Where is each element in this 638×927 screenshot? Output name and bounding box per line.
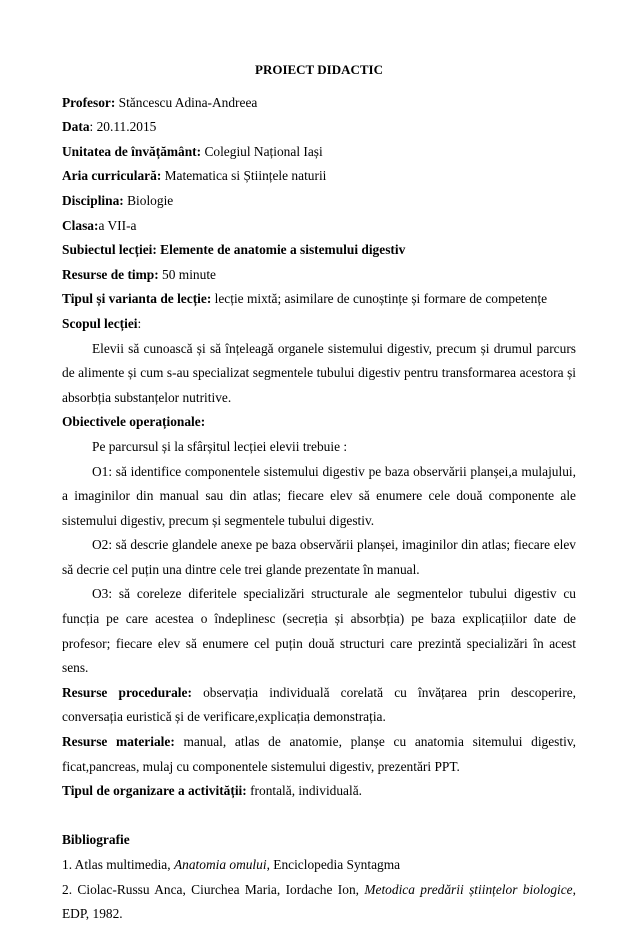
bib-title: Anatomia omului bbox=[173, 857, 267, 872]
field-data bbox=[62, 115, 576, 140]
field-label: Unitatea de învățământ: bbox=[62, 143, 202, 159]
field-value: a VII-a bbox=[98, 217, 137, 233]
scopul-text bbox=[62, 337, 576, 411]
paragraph-text: O2: să descrie glandele anexe pe baza observării planșei, imaginilor din atlas; fiecare elev să decrie cel puțin una dintre cele trei glande prezentate în manual. bbox=[62, 537, 576, 577]
field-label: Subiectul lecției: Elemente de anatomie a sistemului digestiv bbox=[62, 242, 406, 258]
field-value: : 20.11.2015 bbox=[89, 119, 157, 135]
bibliography-item-1 bbox=[62, 853, 576, 878]
field-label: Resurse materiale: bbox=[62, 734, 175, 750]
field-value: Matematica si Științele naturii bbox=[161, 168, 327, 184]
paragraph-text: O3: să coreleze diferitele specializări structurale ale segmentelor tubului digestiv cu funcția pe care acestea o îndeplinesc (secreția și absorbția) pe baza explicațiilor date de profesor; fiecare elev să enumere cel puțin două structuri care prezintă specializări în acest sens. bbox=[62, 586, 576, 676]
bib-title: Metodica predării științelor biologice bbox=[364, 881, 573, 897]
field-label: Tipul și varianta de lecție: bbox=[62, 291, 212, 307]
field-colon: : bbox=[137, 315, 142, 331]
field-disciplina bbox=[62, 189, 576, 214]
bib-text: , Enciclopedia Syntagma bbox=[266, 857, 401, 872]
obiective-intro: Pe parcursul și la sfârșitul lecției elevii trebuie : bbox=[92, 438, 348, 454]
field-label: Clasa: bbox=[62, 217, 99, 233]
field-aria bbox=[62, 164, 576, 189]
spacer bbox=[62, 804, 576, 829]
document-title: PROIECT DIDACTIC bbox=[255, 62, 383, 77]
field-value: lecție mixtă; asimilare de cunoștințe și formare de competențe bbox=[211, 291, 548, 307]
objective-o3 bbox=[62, 582, 576, 680]
field-timp bbox=[62, 263, 576, 288]
tipul-organizare bbox=[62, 779, 576, 804]
bib-text: 1. Atlas multimedia, bbox=[62, 857, 174, 872]
obiective-label: Obiectivele operaționale: bbox=[62, 414, 206, 430]
resurse-materiale bbox=[62, 730, 576, 779]
field-value: frontală, individuală. bbox=[246, 783, 363, 799]
paragraph-text: O1: să identifice componentele sistemului digestiv pe baza observării planșei,a mulajului, a imaginilor din manual sau din atlas; fiecare elev să enumere cele două componente ale sistemului digestiv, precum și segmentele tubului digestiv. bbox=[62, 463, 576, 528]
field-scopul bbox=[62, 312, 576, 337]
document-page bbox=[62, 58, 576, 927]
field-value: manual, atlas de anatomie, planșe cu anatomia sitemului digestiv, ficat,pancreas, mulaj cu componentele sistemului digestiv, prezentări PPT. bbox=[62, 734, 577, 774]
objective-o2 bbox=[62, 533, 576, 582]
field-tipul bbox=[62, 287, 576, 312]
field-profesor bbox=[62, 91, 576, 116]
bib-text: , EDP, 1982. bbox=[62, 881, 576, 922]
field-label: Resurse procedurale: bbox=[62, 684, 192, 700]
field-label: Tipul de organizare a activității: bbox=[62, 783, 247, 799]
resurse-procedurale bbox=[62, 681, 576, 730]
field-value: Stăncescu Adina-Andreea bbox=[115, 94, 258, 110]
field-value: Colegiul Național Iași bbox=[201, 143, 323, 159]
objective-o1 bbox=[62, 460, 576, 534]
field-subiect bbox=[62, 238, 576, 263]
field-unitatea bbox=[62, 140, 576, 165]
field-label: Resurse de timp: bbox=[62, 266, 159, 282]
field-clasa bbox=[62, 214, 576, 239]
field-value: observația individuală corelată cu învățarea prin descoperire, conversația euristică și de verificare,explicația demonstrația. bbox=[62, 684, 577, 725]
field-label: Profesor: bbox=[62, 94, 116, 110]
bibliography-item-2 bbox=[62, 878, 576, 927]
bib-text: 2. Ciolac-Russu Anca, Ciurchea Maria, Iordache Ion, bbox=[62, 881, 365, 897]
bibliografie-heading: Bibliografie bbox=[62, 832, 130, 848]
field-label: Scopul lecției bbox=[62, 315, 138, 331]
field-value: Biologie bbox=[123, 192, 174, 208]
field-label: Data bbox=[62, 119, 90, 135]
field-label: Disciplina: bbox=[62, 192, 124, 208]
paragraph-text: Elevii să cunoască și să înțeleagă organele sistemului digestiv, precum și drumul parcurs de alimente și cum s-au specializat segmentele tubului digestiv pentru transformarea acestora și absorbția substanțelor nutritive. bbox=[62, 340, 576, 405]
field-value: 50 minute bbox=[158, 266, 216, 282]
field-label: Aria curriculară: bbox=[62, 168, 162, 184]
